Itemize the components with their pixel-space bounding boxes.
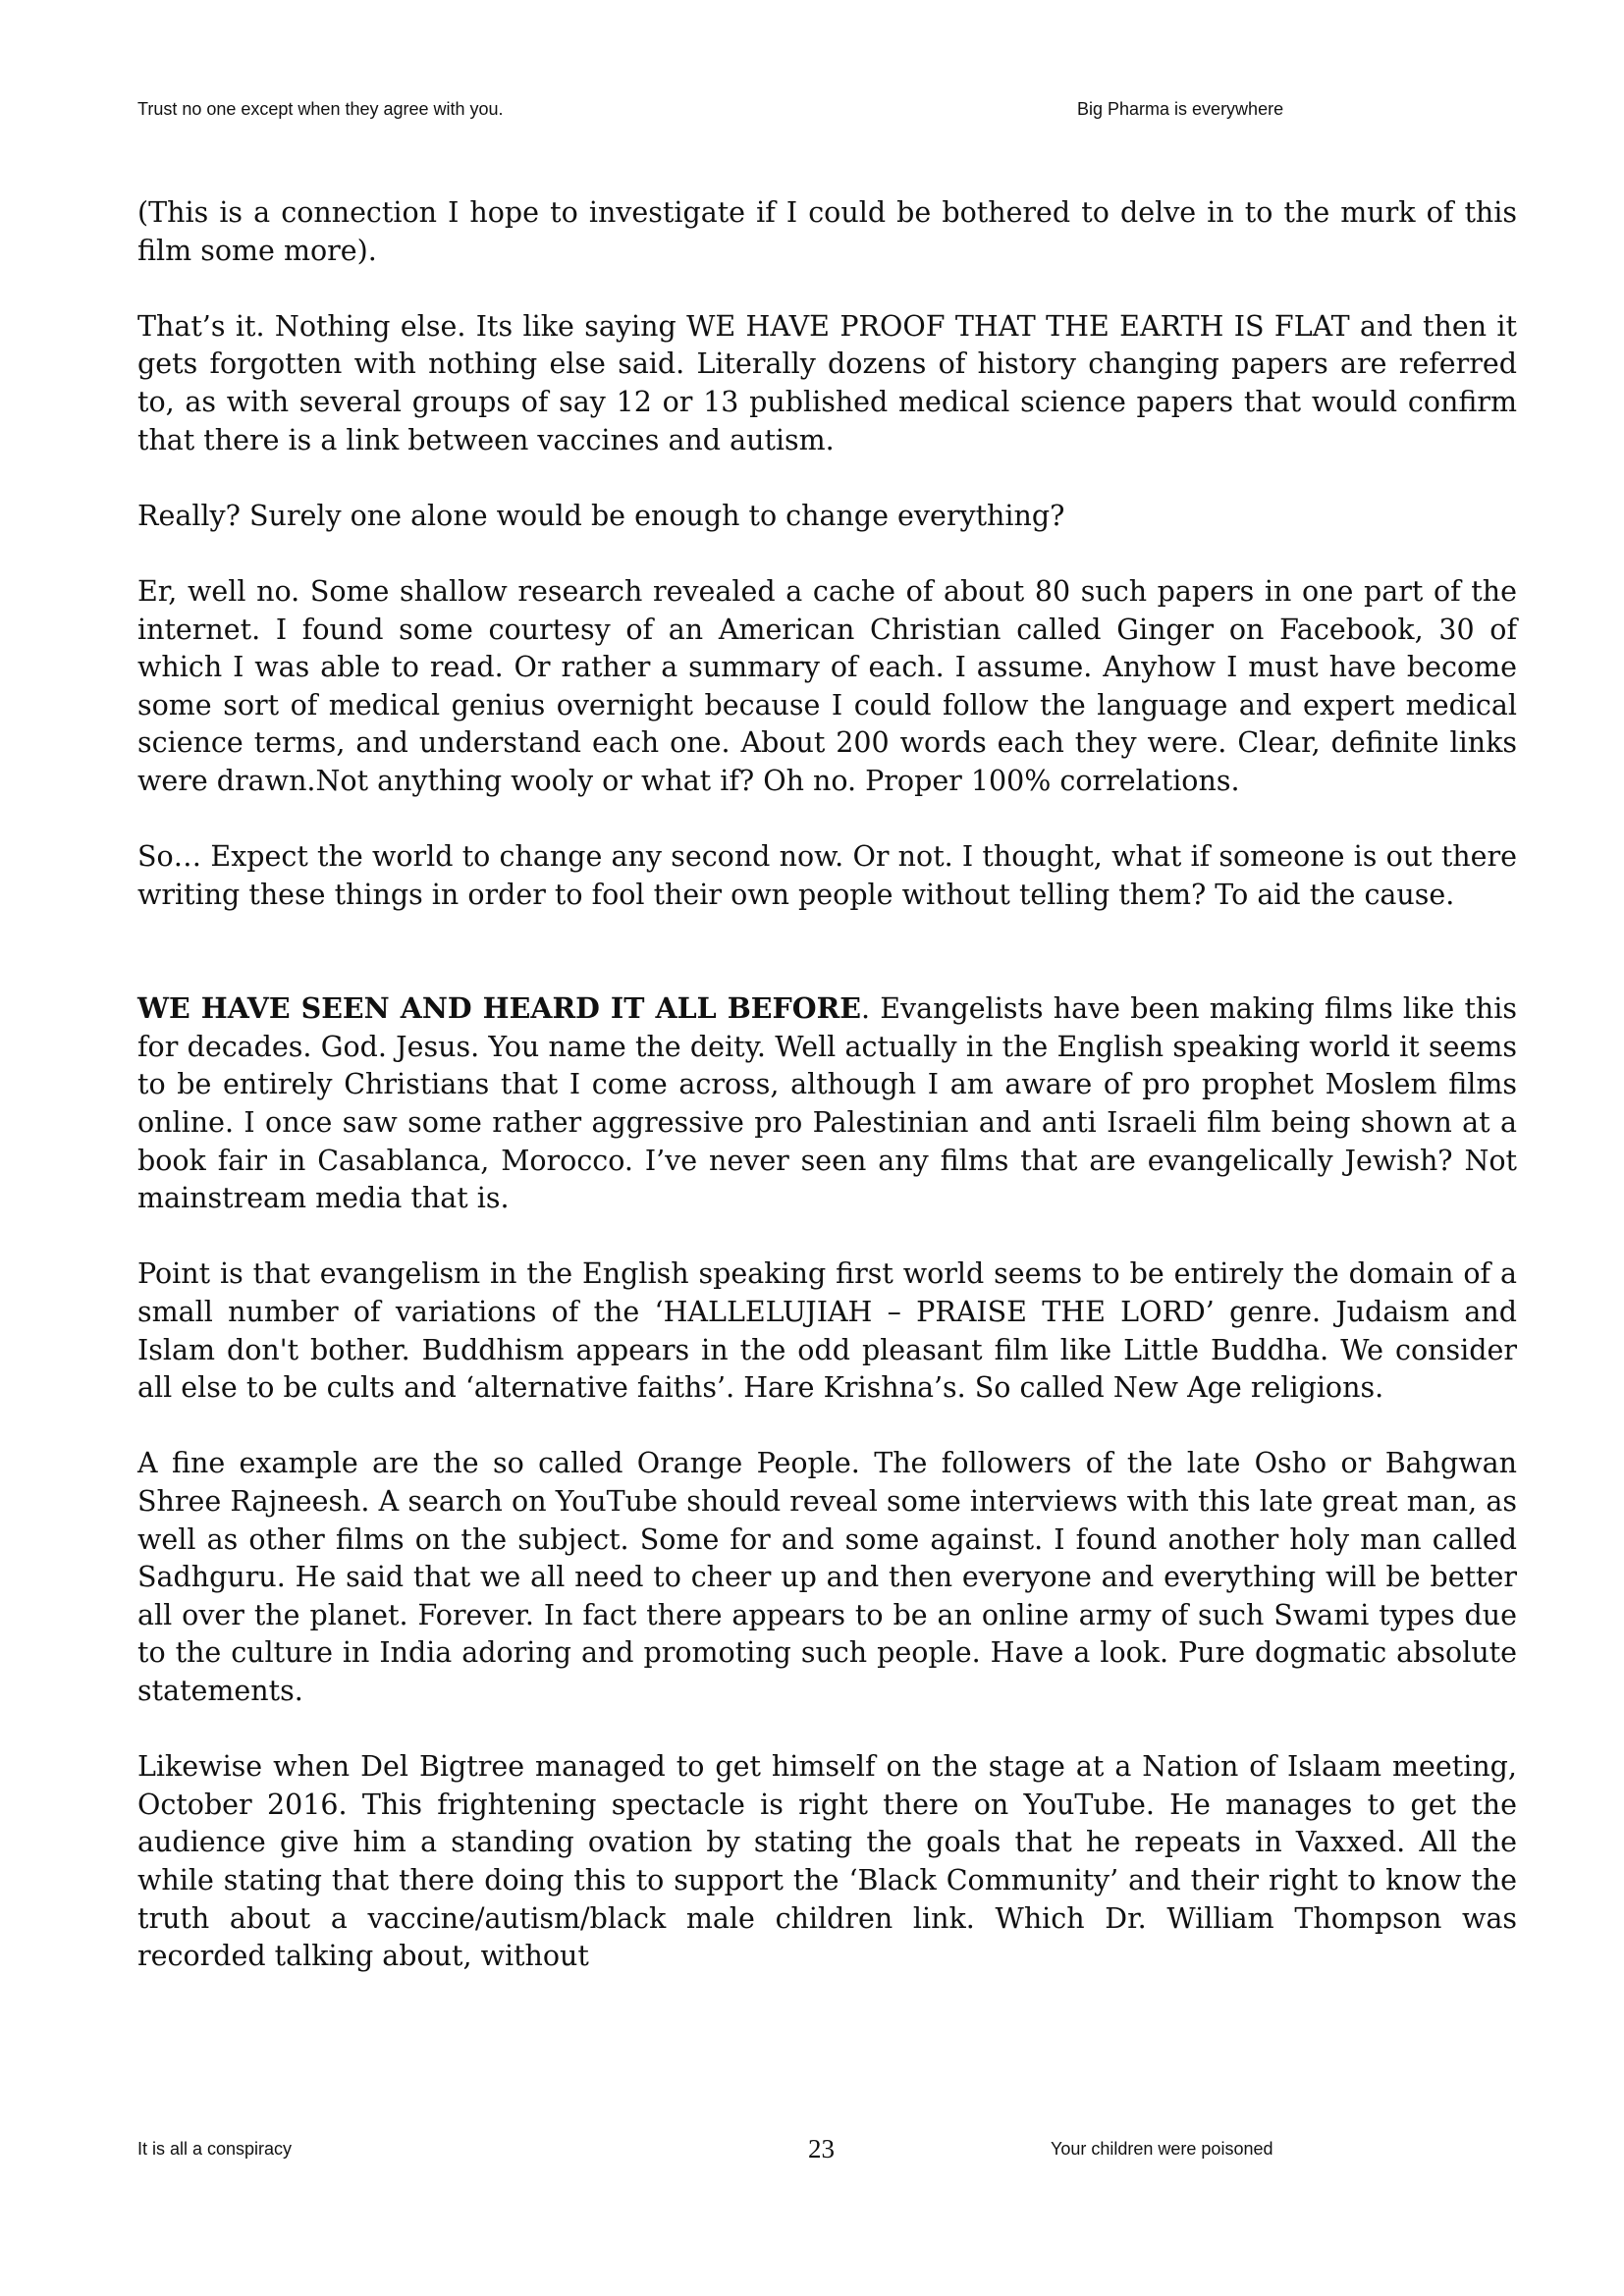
running-header-left: Trust no one except when they agree with you. [137, 99, 504, 119]
section-heading-punct: . [861, 992, 881, 1026]
page-number: 23 [808, 2134, 835, 2163]
running-footer-left: It is all a conspiracy [137, 2139, 293, 2159]
running-footer-right: Your children were poisoned [1051, 2139, 1273, 2159]
paragraph-text: Evangelists have been making films like this for decades. God. Jesus. You name the deity. Well actually in the English speaking world it seems to be entirely Christians that I come across, although I am aware of pro prophet Moslem films online. I once saw some rather aggressive pro Palestinian and anti Israeli film being shown at a book fair in Casablanca, Morocco. I’ve never seen any films that are evangelically Jewish? Not mainstream media that is. [137, 992, 1517, 1215]
paragraph: Likewise when Del Bigtree managed to get himself on the stage at a Nation of Islaam meeting, October 2016. This frightening spectacle is right there on YouTube. He manages to get the audience give him a standing ovation by stating the goals that he repeats in Vaxxed. All the while stating that there doing this to support the ‘Black Community’ and their right to know the truth about a vaccine/autism/black male children link. Which Dr. William Thompson was recorded talking about, without [137, 1750, 1517, 1973]
paragraph: Really? Surely one alone would be enough to change everything? [137, 499, 1065, 532]
paragraph: A fine example are the so called Orange People. The followers of the late Osho or Bahgwan Shree Rajneesh. A search on YouTube should reveal some interviews with this late great man, as well as other films on the subject. Some for and some against. I found another holy man called Sadhguru. He said that we all need to cheer up and then everyone and everything will be better all over the planet. Forever. In fact there appears to be an online army of such Swami types due to the culture in India adoring and promoting such people. Have a look. Pure dogmatic absolute statements. [137, 1447, 1517, 1707]
paragraph: Point is that evangelism in the English speaking first world seems to be entirely the domain of a small number of variations of the ‘HALLELUJIAH – PRAISE THE LORD’ genre. Judaism and Islam don't bother. Buddhism appears in the odd pleasant film like Little Buddha. We consider all else to be cults and ‘alternative faiths’. Hare Krishna’s. So called New Age religions. [137, 1257, 1517, 1405]
paragraph: So… Expect the world to change any second now. Or not. I thought, what if someone is out there writing these things in order to fool their own people without telling them? To aid the cause. [137, 840, 1517, 911]
paragraph: That’s it. Nothing else. Its like saying WE HAVE PROOF THAT THE EARTH IS FLAT and then it gets forgotten with nothing else said. Literally dozens of history changing papers are referred to, as with several groups of say 12 or 13 published medical science papers that would confirm that there is a link between vaccines and autism. [137, 309, 1517, 456]
paragraph: Er, well no. Some shallow research revealed a cache of about 80 such papers in one part of the internet. I found some courtesy of an American Christian called Ginger on Facebook, 30 of which I was able to read. Or rather a summary of each. I assume. Anyhow I must have become some sort of medical genius overnight because I could follow the language and expert medical science terms, and understand each one. About 200 words each they were. Clear, definite links were drawn.Not anything wooly or what if? Oh no. Proper 100% correlations. [137, 574, 1517, 797]
page-body [137, 194, 1517, 2013]
section-heading: WE HAVE SEEN AND HEARD IT ALL BEFORE [137, 991, 861, 1026]
paragraph: (This is a connection I hope to investigate if I could be bothered to delve in to the murk of this film some more). [137, 196, 1517, 267]
section-paragraph [137, 989, 1517, 1218]
running-header-right: Big Pharma is everywhere [1077, 99, 1284, 119]
